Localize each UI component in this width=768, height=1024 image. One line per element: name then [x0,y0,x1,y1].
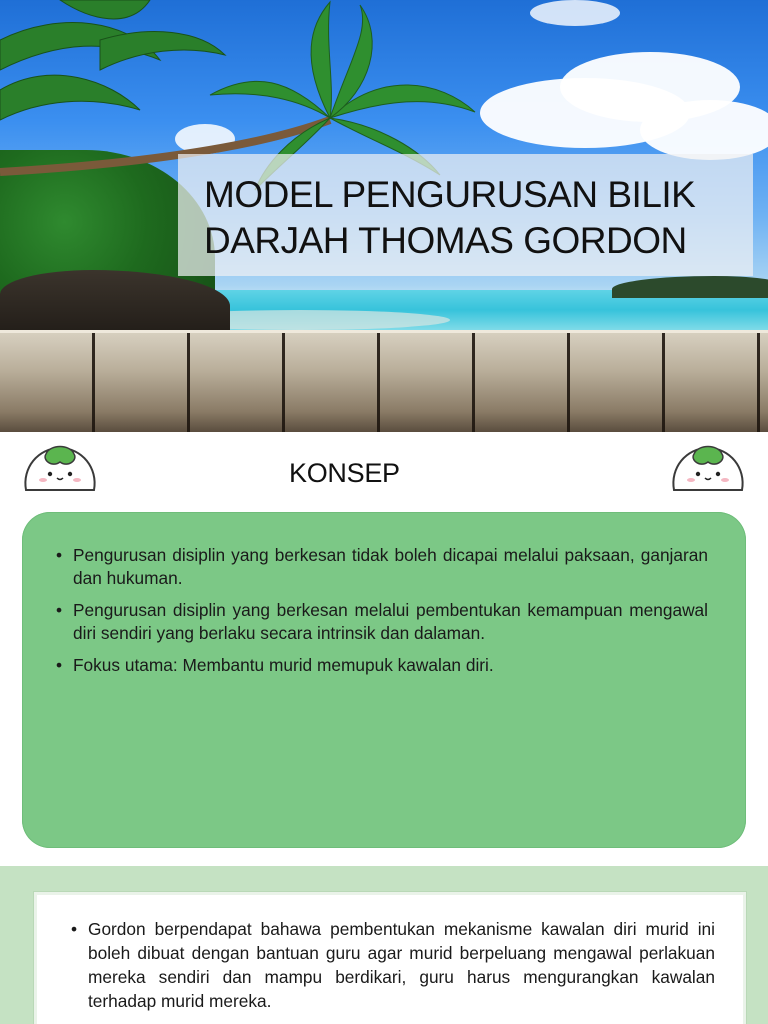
title-box [178,154,753,276]
mochi-icon [20,438,100,498]
slide-title: MODEL PENGURUSAN BILIK DARJAH THOMAS GORDON [204,174,696,261]
section-heading: KONSEP [289,458,400,488]
deck-edge [0,330,768,333]
bullet-list [56,544,708,677]
gordon-content-card [34,892,746,1024]
bullet-list [71,917,715,1013]
list-item: • Pengurusan disiplin yang berkesan melalui pembentukan kemampuan mengawal diri sendiri yang berlaku secara intrinsik dan dalaman. [56,599,708,645]
list-item: • Pengurusan disiplin yang berkesan tidak boleh dicapai melalui paksaan, ganjaran dan hukuman. [56,544,708,590]
title-slide [0,0,768,432]
konsep-slide [0,432,768,866]
mochi-icon [668,438,748,498]
konsep-content-card [22,512,746,848]
gordon-slide [0,866,768,1024]
list-item: • Fokus utama: Membantu murid memupuk kawalan diri. [56,654,708,677]
wooden-deck [0,330,768,432]
list-item: • Gordon berpendapat bahawa pembentukan mekanisme kawalan diri murid ini boleh dibuat dengan bantuan guru agar murid berpeluang mengawal perlakuan mereka sendiri dan mampu berdikari, guru harus mengurangkan kawalan terhadap murid mereka. [71,917,715,1013]
